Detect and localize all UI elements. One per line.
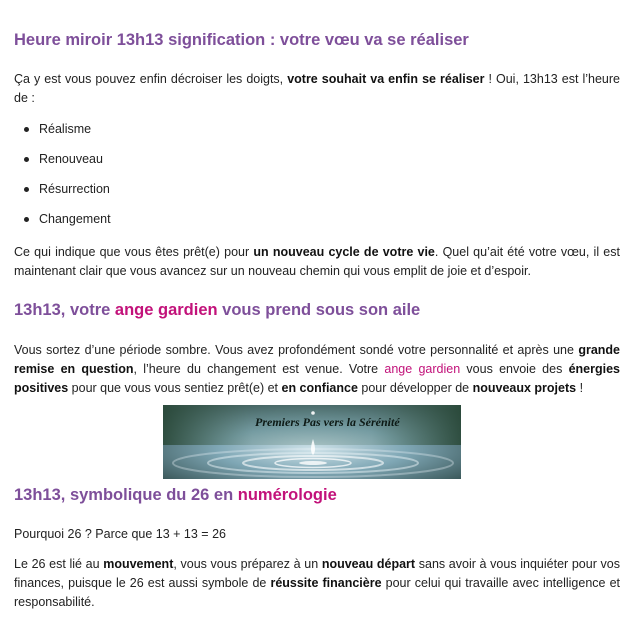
banner-title: Premiers Pas vers la Sérénité	[255, 415, 400, 429]
mouvement-paragraph: Le 26 est lié au mouvement, vous vous préparez à un nouveau départ sans avoir à vous inquiéter pour vos finances, puisque le 26 est aussi symbole de réussite financière pour celui qui travaille avec intelligence et responsabilité.	[14, 557, 621, 609]
meaning-list	[14, 120, 620, 240]
list-item: Changement	[14, 210, 620, 240]
ange-gardien-paragraph: Vous sortez d’une période sombre. Vous avez profondément sondé votre personnalité et après une grande remise en question, l’heure du changement est venue. Votre ange gardien vous envoie des énergies positives pour que vous vous sentiez prêt(e) et en confiance pour développer de nouveaux projets !	[14, 343, 620, 395]
list-item: Réalisme	[14, 120, 620, 150]
cycle-paragraph: Ce qui indique que vous êtes prêt(e) pour un nouveau cycle de votre vie. Quel qu’ait été votre vœu, il est maintenant clair que vous avancez sur un nouveau chemin qui vous emplit de joie et d’espoir.	[14, 245, 620, 278]
ange-gardien-link[interactable]: ange gardien	[384, 362, 461, 376]
water-drop-illustration	[163, 405, 461, 479]
pourquoi-26-paragraph: Pourquoi 26 ? Parce que 13 + 13 = 26	[14, 527, 226, 541]
ange-gardien-heading-link[interactable]: ange gardien	[114, 301, 218, 319]
section-heading-heure-miroir: Heure miroir 13h13 signification : votre vœu va se réaliser	[14, 31, 469, 49]
section-heading-numerologie: 13h13, symbolique du 26 en numérologie	[14, 486, 337, 504]
serenite-banner-image[interactable]	[163, 405, 461, 479]
section-heading-ange-gardien: 13h13, votre ange gardien vous prend sous son aile	[14, 301, 421, 319]
numerologie-link[interactable]: numérologie	[237, 486, 337, 504]
list-item: Résurrection	[14, 180, 620, 210]
intro-paragraph: Ça y est vous pouvez enfin décroiser les doigts, votre souhait va enfin se réaliser ! Oui, 13h13 est l’heure de :	[14, 72, 620, 105]
list-item: Renouveau	[14, 150, 620, 180]
